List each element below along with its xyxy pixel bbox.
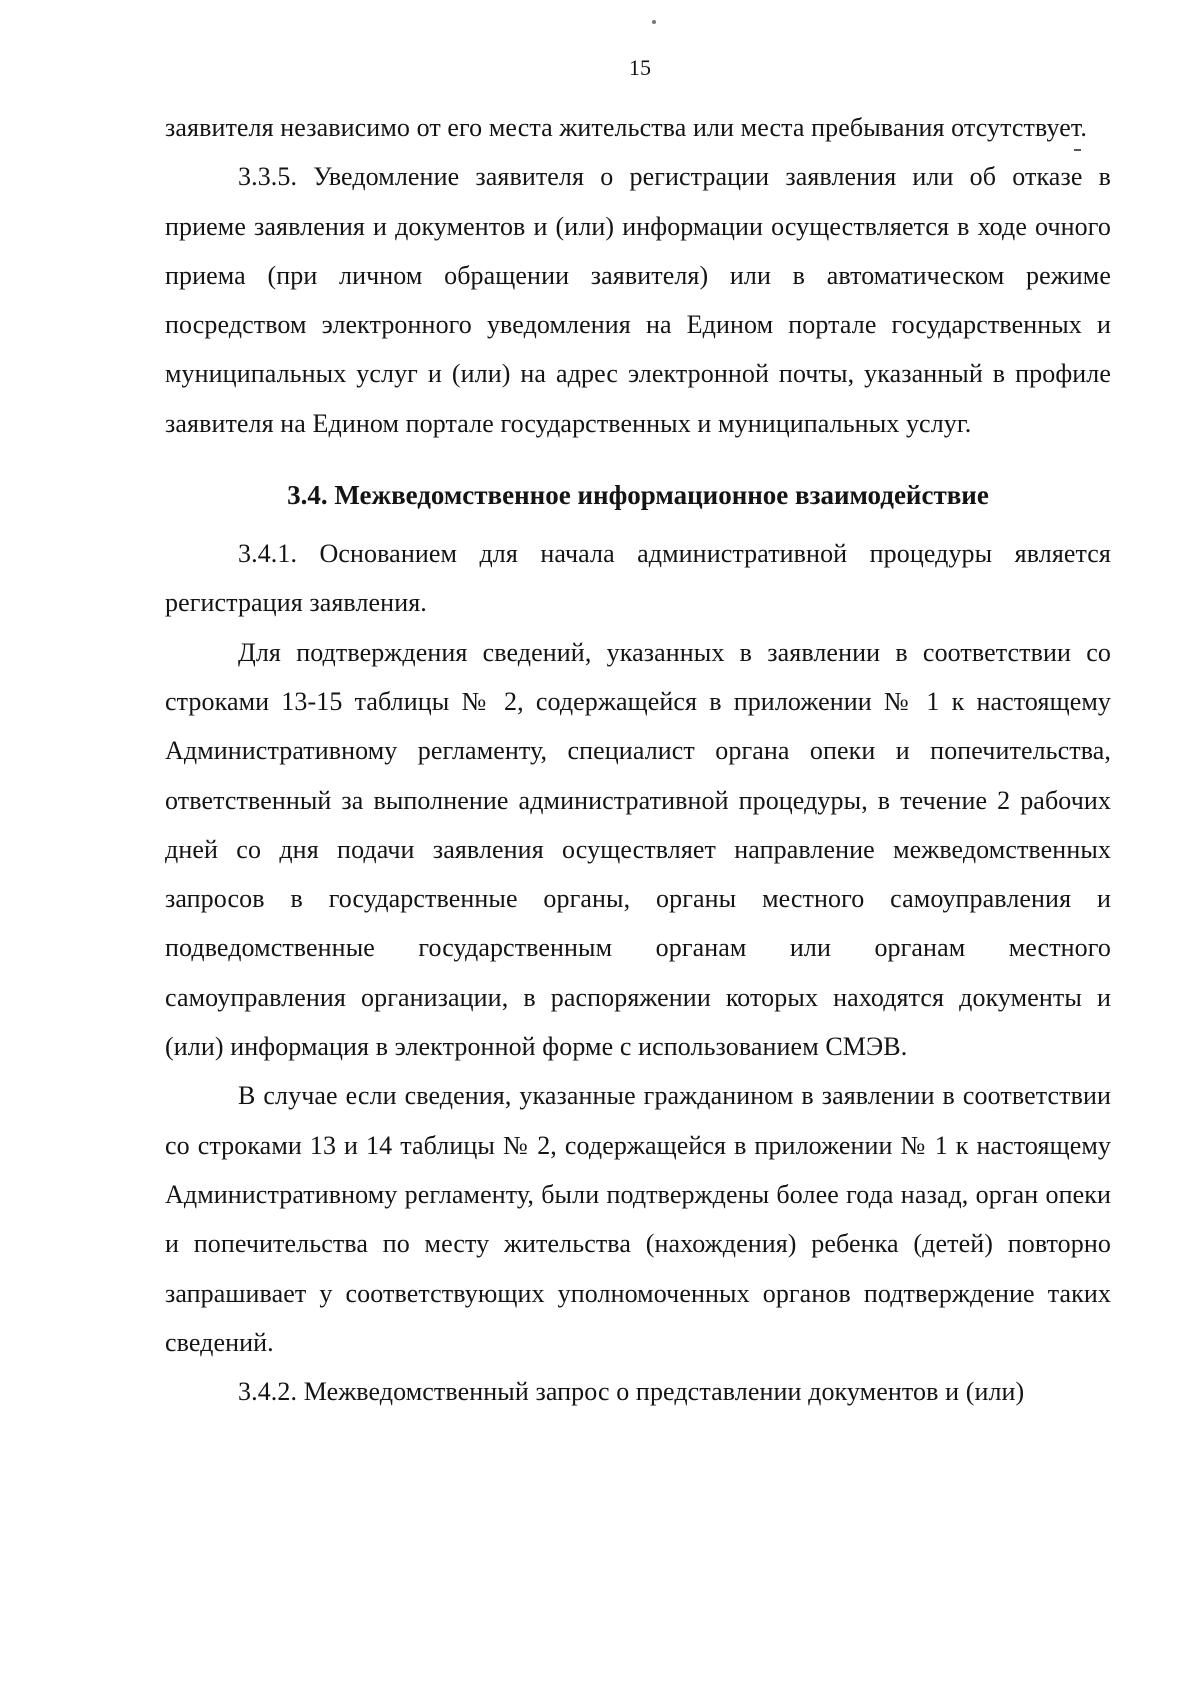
document-body	[165, 103, 1111, 1416]
scan-artifact-dot	[652, 20, 656, 24]
paragraph-3-3-5: 3.3.5. Уведомление заявителя о регистрации заявления или об отказе в приеме заявления и документов и (или) информации осуществляется в ходе очного приема (при личном обращении заявителя) или в автоматическом режиме посредством электронного уведомления на Едином портале государственных и муниципальных услуг и (или) на адрес электронной почты, указанный в профиле заявителя на Едином портале государственных и муниципальных услуг.	[165, 162, 1111, 438]
paragraph-repeat-requests: В случае если сведения, указанные гражданином в заявлении в соответствии со строками 13 и 14 таблицы № 2, содержащейся в приложении № 1 к настоящему Административному регламенту, были подтверждены более года назад, орган опеки и попечительства по месту жительства (нахождения) ребенка (детей) повторно запрашивает у соответствующих уполномоченных органов подтверждение таких сведений.	[165, 1081, 1111, 1357]
page-number: 15	[629, 55, 651, 80]
section-heading-3-4: 3.4. Межведомственное информационное взаимодействие	[287, 480, 989, 511]
paragraph-3-4-1: 3.4.1. Основанием для начала административной процедуры является регистрация заявления.	[165, 539, 1111, 618]
paragraph-continuation: заявителя независимо от его места жительства или места пребывания отсутствует.	[165, 113, 1087, 142]
paragraph-confirmation-requests: Для подтверждения сведений, указанных в заявлении в соответствии со строками 13-15 таблицы № 2, содержащейся в приложении № 1 к настоящему Административному регламенту, специалист органа опеки и попечительства, ответственный за выполнение административной процедуры, в течение 2 рабочих дней со дня подачи заявления осуществляет направление межведомственных запросов в государственные органы, органы местного самоуправления и подведомственные государственным органам или органам местного самоуправления организации, в распоряжении которых находятся документы и (или) информация в электронной форме с использованием СМЭВ.	[165, 637, 1111, 1062]
paragraph-3-4-2: 3.4.2. Межведомственный запрос о представлении документов и (или)	[238, 1377, 1025, 1407]
